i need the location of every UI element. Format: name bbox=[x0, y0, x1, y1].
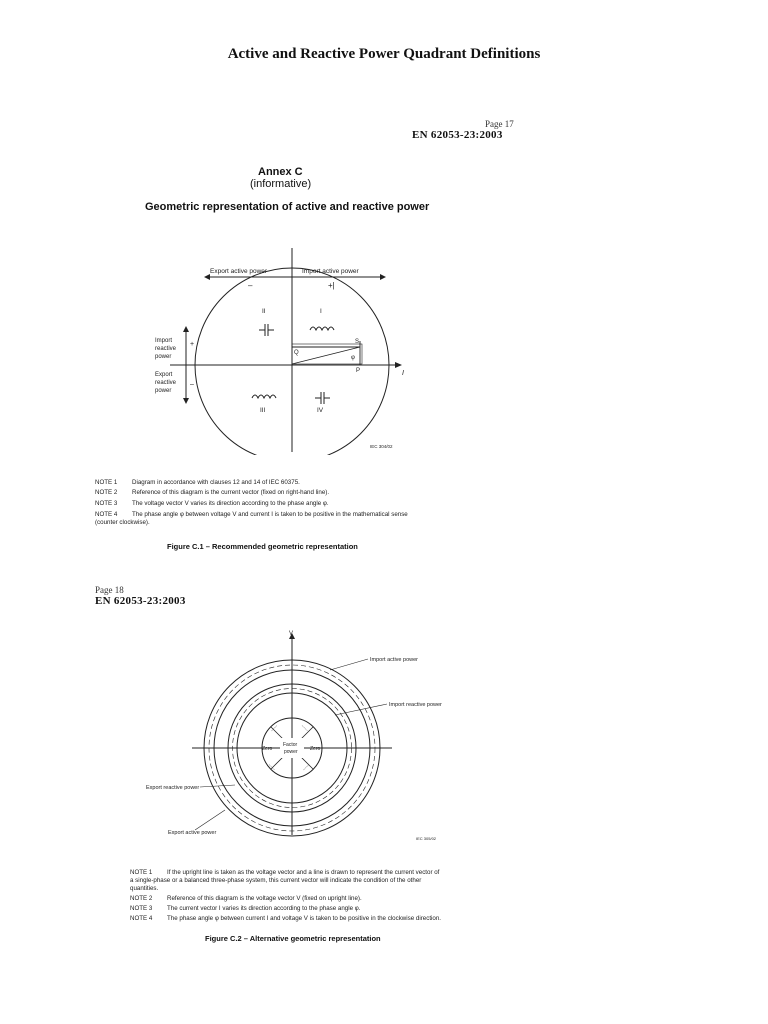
inner-text-q1: ~~~~ bbox=[300, 723, 309, 733]
leader-export-active bbox=[195, 810, 225, 830]
iec-ref-1: IEC 304/02 bbox=[370, 444, 393, 449]
export-active-sign: – bbox=[248, 281, 253, 290]
export-active-label-2: Export active power bbox=[168, 830, 217, 836]
export-reactive-arrow-head bbox=[183, 398, 189, 404]
figure-c2-diagram bbox=[140, 625, 470, 850]
capacitor-icon-quadrant-ii bbox=[259, 324, 274, 336]
export-reactive-label-2: reactive bbox=[155, 380, 177, 386]
zero-right-label: Zero bbox=[310, 746, 321, 752]
export-reactive-label-2: Export reactive power bbox=[146, 785, 200, 791]
current-arrow-head bbox=[395, 362, 402, 368]
import-active-label-2: Import active power bbox=[370, 657, 418, 663]
import-active-sign: +| bbox=[328, 281, 335, 290]
quadrant-iii-label: III bbox=[260, 407, 266, 414]
note-1: NOTE 1 Diagram in accordance with clauses 12 and 14 of IEC 60375. bbox=[95, 479, 300, 486]
iec-ref-2: IEC 305/02 bbox=[416, 836, 437, 841]
page-18-standard: EN 62053-23:2003 bbox=[95, 595, 186, 607]
inner-text-q4: ~~~~ bbox=[301, 763, 311, 772]
apparent-power-vector bbox=[292, 347, 360, 364]
import-reactive-label-2: Import reactive power bbox=[389, 702, 442, 708]
note-2: NOTE 2 Reference of this diagram is the current vector (fixed on right-hand line). bbox=[95, 489, 330, 496]
inductor-icon-quadrant-i bbox=[310, 327, 334, 330]
note-18-1: NOTE 1 If the upright line is taken as the voltage vector and a line is drawn to represent the current vector of bbox=[130, 869, 440, 876]
inner-text-q2: ~~~~ bbox=[269, 724, 279, 733]
inner-text-q3: ~~~~ bbox=[267, 762, 276, 772]
leader-export-reactive bbox=[200, 785, 235, 787]
factor-label: Factor bbox=[283, 742, 298, 748]
figure-c1-diagram bbox=[140, 240, 440, 455]
notes-page-17 bbox=[95, 479, 515, 527]
q-label: Q bbox=[294, 350, 299, 356]
note-4-cont: (counter clockwise). bbox=[95, 519, 150, 526]
import-active-arrow-head bbox=[380, 274, 386, 280]
s-label: S bbox=[355, 339, 360, 345]
leader-import-active bbox=[330, 659, 368, 670]
export-reactive-label-1: Export bbox=[155, 372, 173, 378]
p-label: P bbox=[356, 368, 361, 374]
note-18-3: NOTE 3 The current vector I varies its direction according to the phase angle φ. bbox=[130, 905, 361, 912]
note-18-4: NOTE 4 The phase angle φ between current I and voltage V is taken to be positive in the clockwise direction. bbox=[130, 915, 442, 922]
zero-left-label: Zero bbox=[262, 746, 273, 752]
export-reactive-label-3: power bbox=[155, 388, 172, 394]
import-reactive-label-1: Import bbox=[155, 338, 173, 344]
inductor-icon-quadrant-iii bbox=[252, 395, 276, 398]
power-label: power bbox=[284, 749, 298, 755]
quadrant-iv-label: IV bbox=[317, 407, 324, 414]
notes-page-18 bbox=[130, 869, 480, 923]
import-reactive-label-2: reactive bbox=[155, 346, 177, 352]
note-4: NOTE 4 The phase angle φ between voltage V and current I is taken to be positive in the mathematical sense bbox=[95, 511, 408, 518]
v-label: V bbox=[289, 631, 294, 637]
capacitor-icon-quadrant-iv bbox=[315, 392, 330, 404]
informative-label: (informative) bbox=[250, 178, 312, 190]
annex-heading: Annex C bbox=[258, 166, 303, 178]
note-18-1-cont: a single-phase or a balanced three-phase system, this current vector will indicate the condition of the other bbox=[130, 877, 422, 884]
phi-label: φ bbox=[351, 355, 355, 361]
import-reactive-arrow-head bbox=[183, 326, 189, 332]
note-3: NOTE 3 The voltage vector V varies its direction according to the phase angle φ. bbox=[95, 500, 329, 507]
note-18-2: NOTE 2 Reference of this diagram is the voltage vector V (fixed on upright line). bbox=[130, 895, 362, 902]
note-18-1-cont2: quantities. bbox=[130, 885, 159, 892]
import-active-label: Import active power bbox=[302, 268, 359, 275]
factor-box bbox=[280, 738, 304, 758]
export-reactive-sign: – bbox=[190, 381, 194, 388]
page-18-label: Page 18 bbox=[95, 585, 124, 595]
quadrant-ii-label: II bbox=[262, 308, 266, 315]
section-heading: Geometric representation of active and reactive power bbox=[145, 201, 430, 213]
page-17-standard: EN 62053-23:2003 bbox=[412, 129, 503, 141]
import-reactive-sign: + bbox=[190, 341, 195, 348]
quadrant-i-label: I bbox=[320, 308, 322, 315]
page-17-label: Page 17 bbox=[485, 119, 514, 129]
import-reactive-label-3: power bbox=[155, 354, 172, 360]
i-label: I bbox=[402, 370, 404, 377]
figure-c1-caption: Figure C.1 – Recommended geometric representation bbox=[167, 542, 358, 551]
export-active-label: Export active power bbox=[210, 268, 268, 275]
figure-c2-caption: Figure C.2 – Alternative geometric representation bbox=[205, 934, 381, 943]
document-title: Active and Reactive Power Quadrant Definitions bbox=[227, 46, 541, 62]
